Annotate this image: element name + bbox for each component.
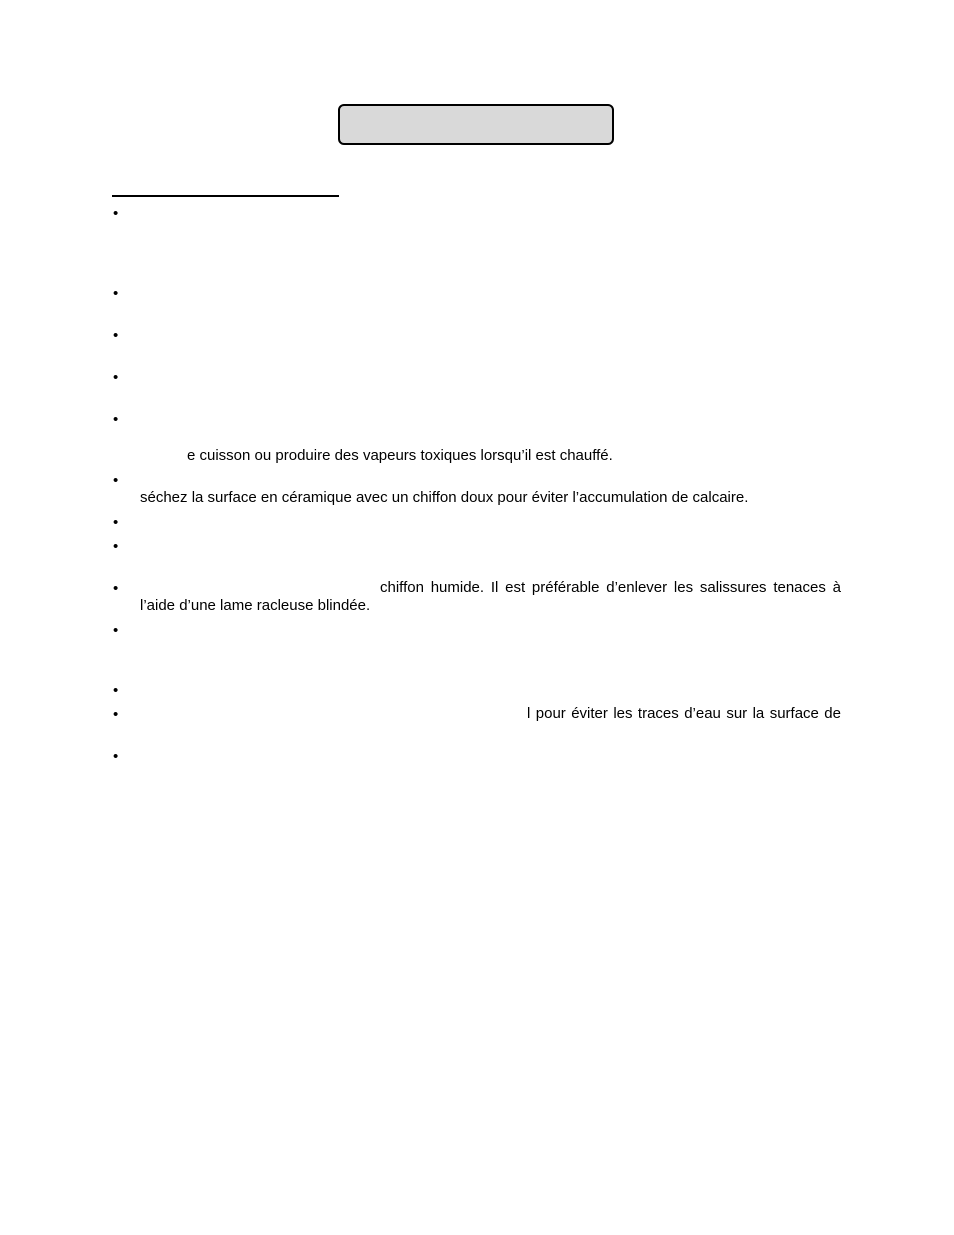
text-line-scraper-blade: l’aide d’une lame racleuse blindée. <box>140 597 371 614</box>
bullet-9: • <box>113 580 119 597</box>
bullet-10: • <box>113 622 119 639</box>
bullet-4: • <box>113 369 119 386</box>
bullet-1: • <box>113 205 119 222</box>
bullet-13: • <box>113 748 119 765</box>
section-title-box <box>338 104 614 145</box>
bullet-8: • <box>113 538 119 555</box>
bullet-3: • <box>113 327 119 344</box>
bullet-5: • <box>113 411 119 428</box>
text-line-dry-surface: séchez la surface en céramique avec un chiffon doux pour éviter l’accumulation de calcaire. <box>140 489 749 506</box>
bullet-7: • <box>113 514 119 531</box>
bullet-12: • <box>113 706 119 723</box>
section-heading-underline <box>112 195 339 197</box>
text-line-toxic-vapours: e cuisson ou produire des vapeurs toxiques lorsqu’il est chauffé. <box>187 447 613 464</box>
bullet-11: • <box>113 682 119 699</box>
text-line-damp-cloth: chiffon humide. Il est préférable d’enlever les salissures tenaces à <box>380 579 841 596</box>
text-line-water-marks: l pour éviter les traces d’eau sur la surface de <box>527 705 841 722</box>
bullet-2: • <box>113 285 119 302</box>
bullet-6: • <box>113 472 119 489</box>
